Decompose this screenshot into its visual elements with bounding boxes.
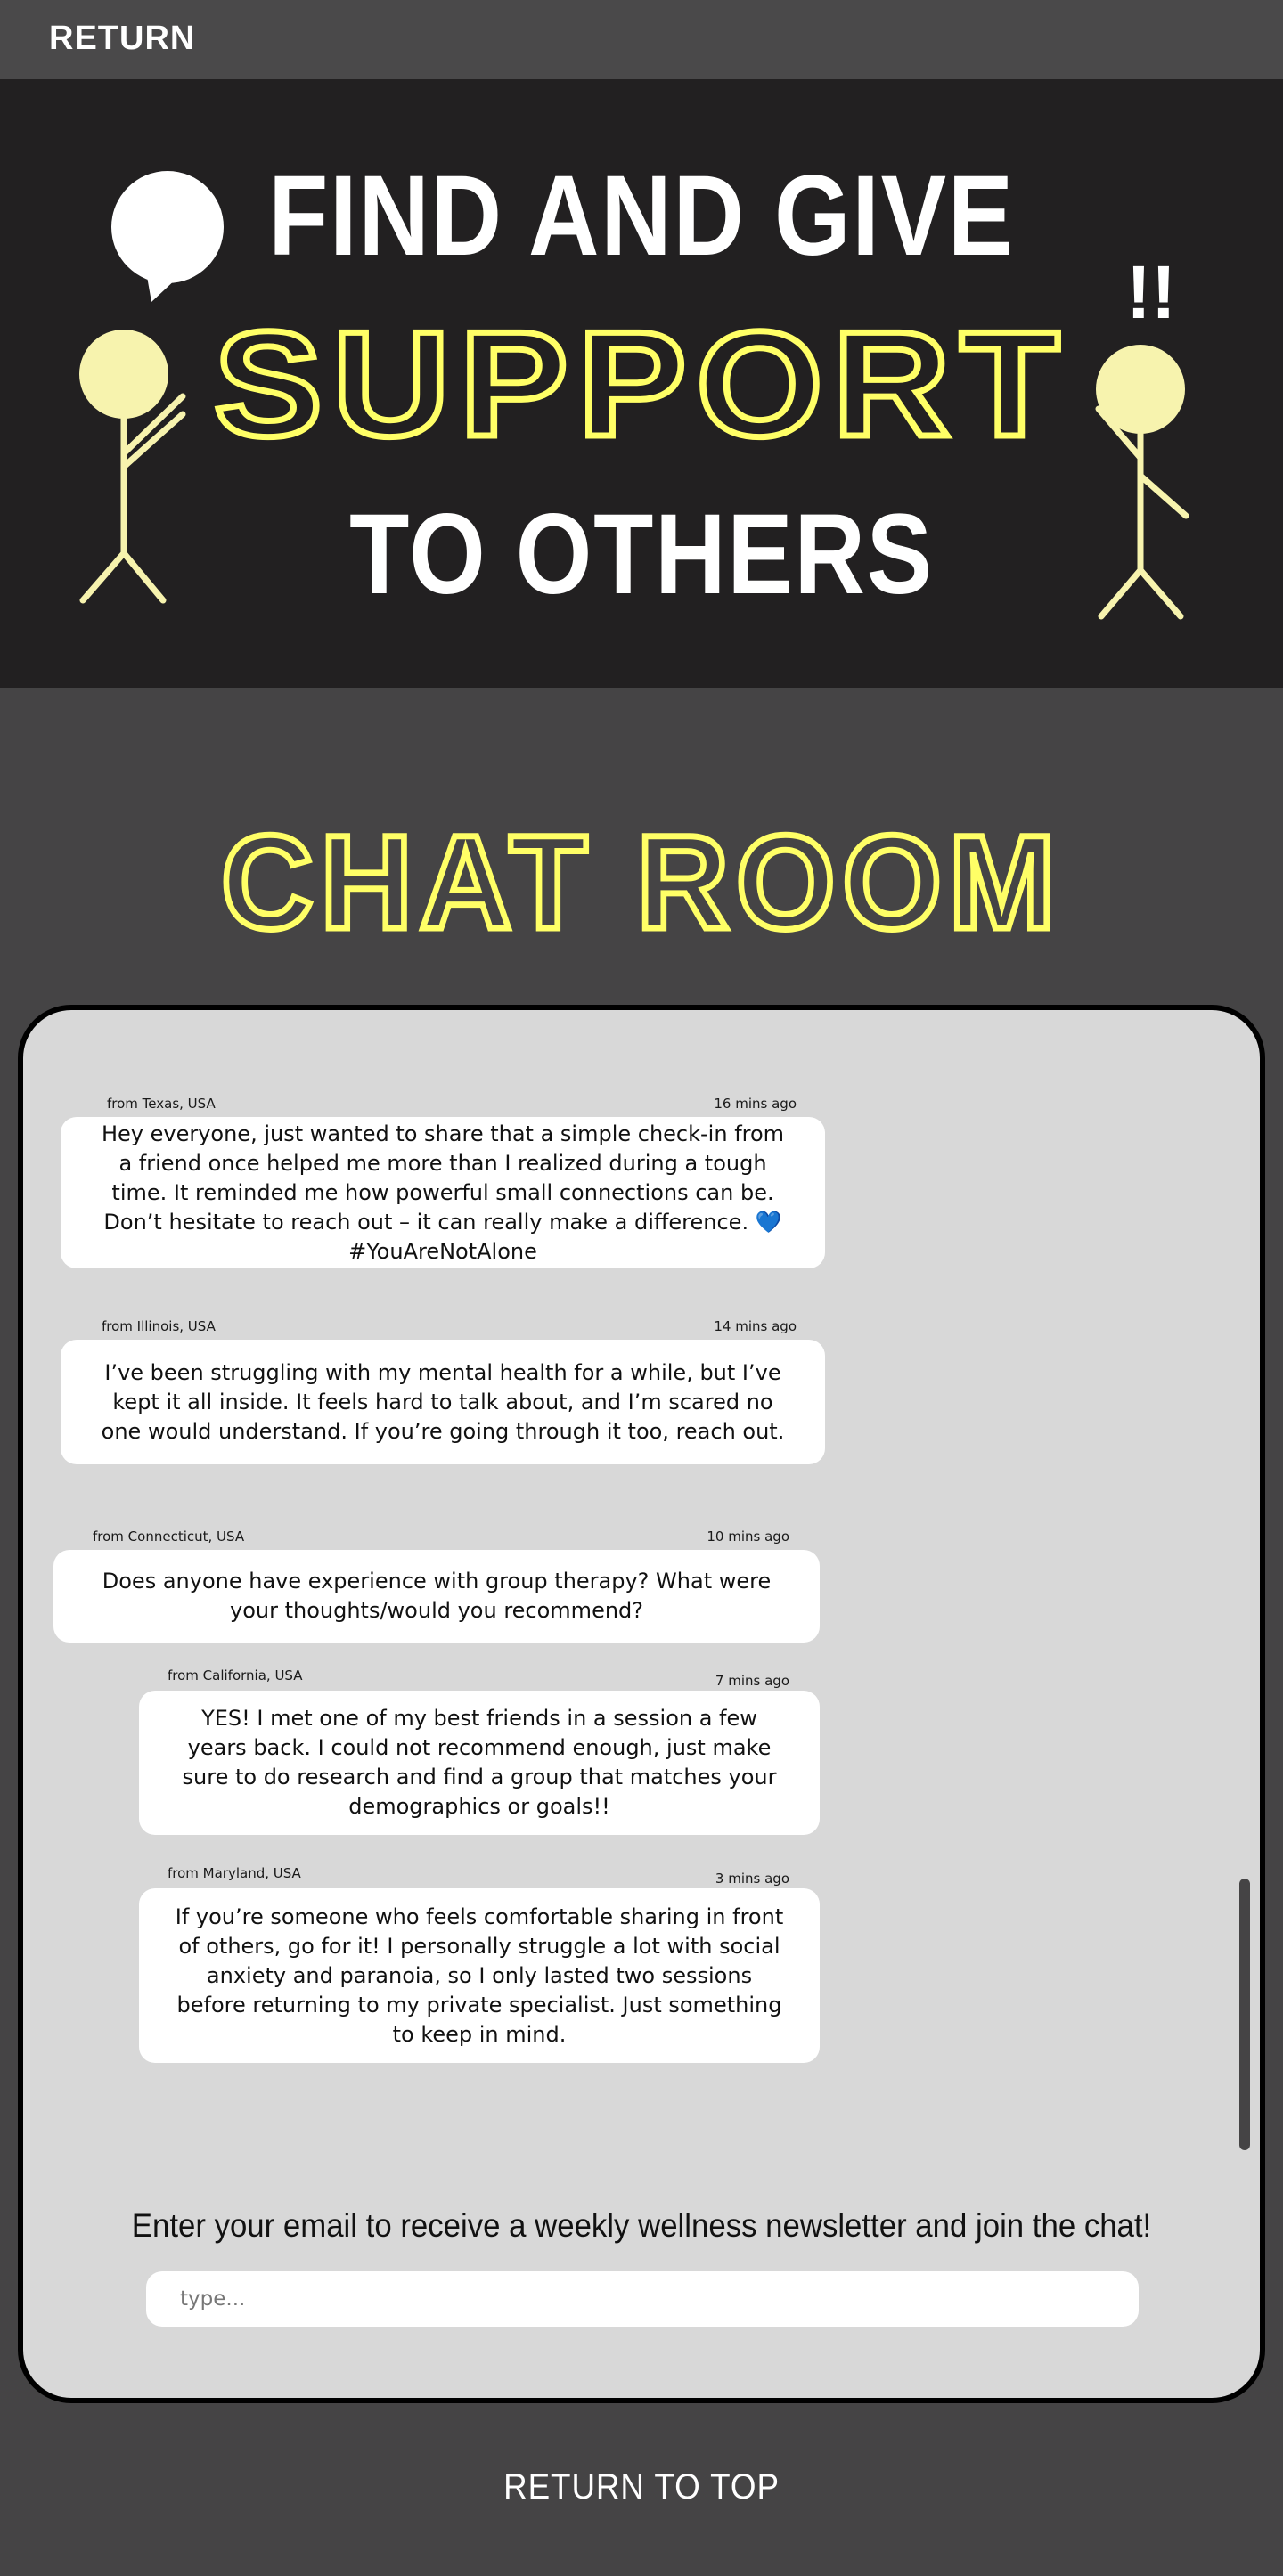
message-timestamp: 3 mins ago [715, 1871, 789, 1887]
message-timestamp: 16 mins ago [714, 1096, 797, 1112]
message-bubble: If you’re someone who feels comfortable sharing in front of others, go for it! I personally struggle a lot with social anxiety and paranoia, so I only lasted two sessions before returning to my private specialist. Just something to keep in mind. [139, 1888, 820, 2063]
message-sender: from Illinois, USA [102, 1318, 216, 1334]
svg-text:SUPPORT: SUPPORT [214, 320, 1069, 462]
hero-heading-line1: FIND AND GIVE [268, 152, 1015, 280]
chat-message [61, 1096, 825, 1268]
hero-banner [0, 79, 1283, 688]
message-timestamp: 7 mins ago [715, 1673, 789, 1689]
return-link[interactable]: RETURN [49, 20, 196, 57]
hero-heading-line3: TO OTHERS [349, 491, 934, 618]
chat-scrollbar[interactable] [1239, 1879, 1250, 2150]
message-timestamp: 14 mins ago [714, 1318, 797, 1334]
exclaim-mark: !! [1126, 250, 1176, 334]
chat-room-title [214, 819, 1069, 944]
chat-panel[interactable] [18, 1005, 1265, 2403]
message-sender: from California, USA [168, 1667, 303, 1683]
message-bubble: Hey everyone, just wanted to share that a simple check-in from a friend once helped me more than I realized during a tough time. It reminded me how powerful small connections can be. Don’t hesitate to reach out – it can really make a difference. 💙 #YouAreNotAlone [61, 1117, 825, 1268]
chat-message [61, 1318, 825, 1464]
message-sender: from Connecticut, USA [93, 1528, 245, 1545]
message-sender: from Maryland, USA [168, 1865, 301, 1881]
message-bubble: I’ve been struggling with my mental health for a while, but I’ve kept it all inside. It feels hard to talk about, and I’m scared no one would understand. If you’re going through it too, reach out. [61, 1340, 825, 1464]
email-input[interactable] [146, 2271, 1139, 2327]
chat-message [53, 1528, 820, 1643]
return-to-top-link[interactable]: RETURN TO TOP [503, 2467, 780, 2507]
message-timestamp: 10 mins ago [707, 1528, 789, 1545]
message-sender: from Texas, USA [107, 1096, 216, 1112]
svg-text:CHAT ROOM: CHAT ROOM [221, 819, 1062, 944]
chat-reply [139, 1865, 820, 2063]
top-bar [0, 0, 1283, 79]
newsletter-prompt: Enter your email to receive a weekly wellness newsletter and join the chat! [131, 2207, 1152, 2244]
hero-heading-line2 [205, 320, 1078, 462]
chat-reply [139, 1667, 820, 1835]
message-bubble: Does anyone have experience with group therapy? What were your thoughts/would you recommend? [53, 1550, 820, 1643]
message-bubble: YES! I met one of my best friends in a session a few years back. I could not recommend enough, just make sure to do research and find a group that matches your demographics or goals!! [139, 1691, 820, 1835]
